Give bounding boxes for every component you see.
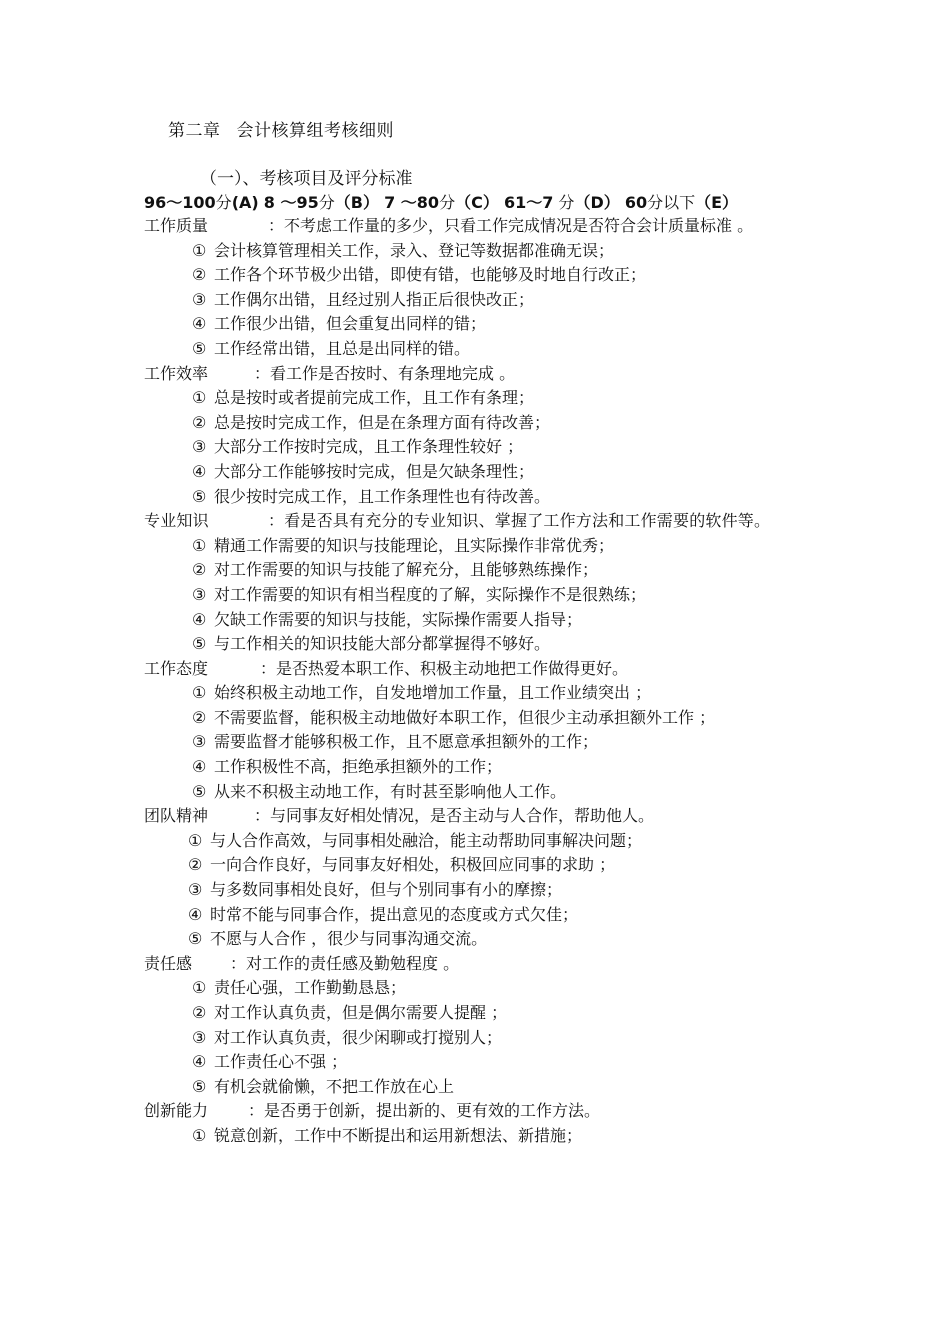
criterion-item: ③ 与多数同事相处良好，但与个别同事有小的摩擦； [188, 880, 563, 900]
grade-scale [144, 190, 738, 213]
category-name: 团队精神 [144, 806, 209, 826]
criterion-item: ④ 工作积极性不高，拒绝承担额外的工作； [192, 757, 503, 777]
criterion-item: ③ 对工作认真负责，很少闲聊或打搅别人； [192, 1027, 503, 1047]
criterion-item: ① 精通工作需要的知识与技能理论，且实际操作非常优秀； [192, 535, 615, 555]
grade-e: 60分以下（E） [624, 193, 739, 212]
criterion-item: ① 锐意创新，工作中不断提出和运用新想法、新措施； [192, 1125, 583, 1145]
chapter-heading [168, 116, 394, 141]
chapter-number: 第二章 [168, 121, 221, 141]
category-description: ：对工作的责任感及勤勉程度 。 [230, 953, 460, 973]
chapter-title: 会计核算组考核细则 [236, 121, 394, 141]
criterion-item: ⑤ 从来不积极主动地工作，有时甚至影响他人工作。 [192, 781, 567, 801]
category-description: ：是否热爱本职工作、积极主动地把工作做得更好。 [260, 658, 629, 678]
category-description: ：看是否具有充分的专业知识、掌握了工作方法和工作需要的软件等。 [268, 511, 771, 531]
criterion-item: ③ 大部分工作按时完成，且工作条理性较好 ； [192, 437, 524, 457]
category-description: ：不考虑工作量的多少，只看工作完成情况是否符合会计质量标准 。 [268, 216, 754, 235]
criterion-item: ① 会计核算管理相关工作，录入、登记等数据都准确无误； [192, 240, 615, 260]
criterion-item: ② 工作各个环节极少出错，即使有错，也能够及时地自行改正； [192, 265, 647, 285]
criterion-item: ② 对工作需要的知识与技能了解充分，且能够熟练操作； [192, 560, 599, 580]
category-description: ：与同事友好相处情况，是否主动与人合作，帮助他人。 [254, 806, 655, 826]
category-description: ：是否勇于创新，提出新的、更有效的工作方法。 [248, 1101, 601, 1121]
category-name: 工作态度 [144, 658, 209, 678]
criterion-item: ① 总是按时或者提前完成工作，且工作有条理； [192, 388, 535, 408]
category-work-attitude [144, 657, 816, 682]
criterion-item: ① 责任心强，工作勤勤恳恳； [192, 978, 407, 998]
category-responsibility [144, 952, 816, 977]
criterion-item: ⑤ 很少按时完成工作，且工作条理性也有待改善。 [192, 486, 551, 506]
category-name: 创新能力 [144, 1101, 209, 1121]
criterion-item: ④ 时常不能与同事合作，提出意见的态度或方式欠佳； [188, 904, 579, 924]
criterion-item: ⑤ 不愿与人合作 ，很少与同事沟通交流。 [188, 929, 488, 949]
criterion-item: ② 不需要监督，能积极主动地做好本职工作，但很少主动承担额外工作 ； [192, 707, 716, 727]
criterion-item: ④ 大部分工作能够按时完成，但是欠缺条理性； [192, 461, 535, 481]
criterion-item: ④ 欠缺工作需要的知识与技能，实际操作需要人指导； [192, 609, 583, 629]
criterion-item: ⑤ 有机会就偷懒，不把工作放在心上 [192, 1076, 455, 1096]
category-professional-knowledge [144, 509, 816, 534]
category-work-quality [144, 214, 816, 239]
criterion-item: ② 一向合作良好，与同事友好相处，积极回应同事的求助 ； [188, 855, 616, 875]
criterion-item: ④ 工作很少出错，但会重复出同样的错； [192, 314, 487, 334]
criterion-item: ④ 工作责任心不强 ； [192, 1052, 348, 1072]
category-name: 工作效率 [144, 363, 209, 383]
grade-c: 7 ～80分（C） [384, 193, 499, 212]
criterion-item: ① 与人合作高效，与同事相处融洽，能主动帮助同事解决问题； [188, 830, 643, 850]
criterion-item: ③ 需要监督才能够积极工作，且不愿意承担额外的工作； [192, 732, 599, 752]
grade-a: 96～100分(A) [144, 193, 259, 212]
criterion-item: ⑤ 与工作相关的知识技能大部分都掌握得不够好。 [192, 634, 551, 654]
category-work-efficiency [144, 362, 816, 387]
category-description: ：看工作是否按时、有条理地完成 。 [254, 363, 516, 383]
criterion-item: ② 总是按时完成工作，但是在条理方面有待改善； [192, 412, 551, 432]
category-name: 工作质量 [144, 216, 209, 235]
grade-d: 61～7 分（D） [503, 193, 620, 212]
grade-b: 8 ～95分（B） [263, 193, 379, 212]
category-innovation [144, 1099, 816, 1124]
category-team-spirit [144, 804, 816, 829]
criterion-item: ② 对工作认真负责，但是偶尔需要人提醒 ； [192, 1003, 508, 1022]
category-name: 责任感 [144, 953, 193, 973]
criteria-list [144, 214, 816, 1149]
criterion-item: ③ 对工作需要的知识有相当程度的了解，实际操作不是很熟练； [192, 584, 647, 604]
section-title: （一）、考核项目及评分标准 [200, 169, 413, 189]
category-name: 专业知识 [144, 511, 209, 531]
criterion-item: ① 始终积极主动地工作，自发地增加工作量，且工作业绩突出 ； [192, 683, 652, 703]
criterion-item: ③ 工作偶尔出错，且经过别人指正后很快改正； [192, 289, 535, 309]
criterion-item: ⑤ 工作经常出错，且总是出同样的错。 [192, 338, 471, 358]
